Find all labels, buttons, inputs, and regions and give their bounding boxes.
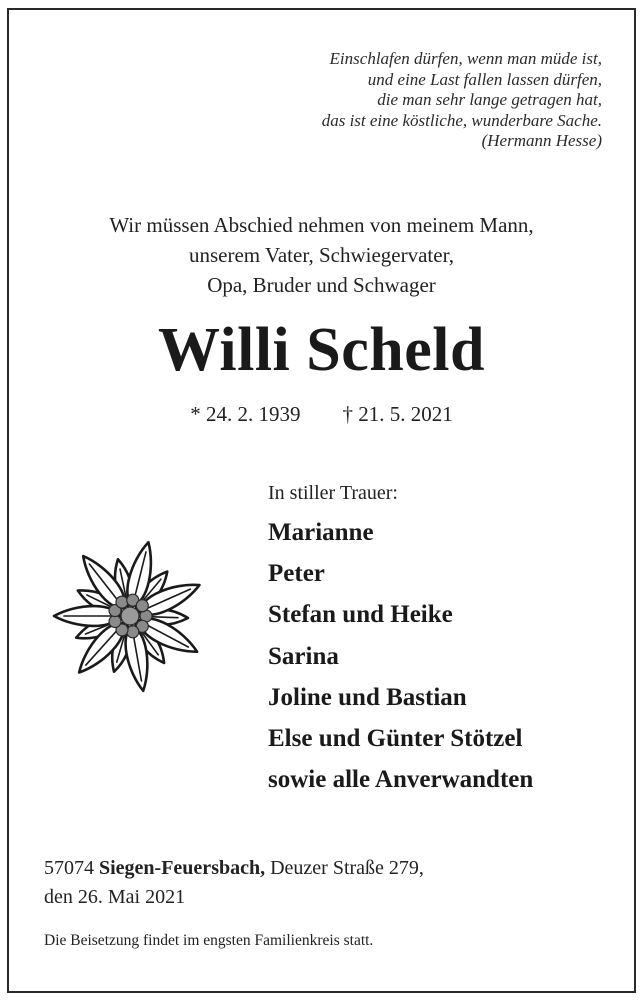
intro-line: unserem Vater, Schwiegervater,: [189, 243, 454, 267]
poem-line: und eine Last fallen lassen dürfen,: [367, 69, 602, 89]
street: Deuzer Straße 279,: [270, 857, 424, 879]
flower-bud: [109, 616, 121, 628]
mourner-name: Stefan und Heike: [268, 601, 453, 629]
funeral-note: Die Beisetzung findet im engsten Familienkreis statt.: [44, 932, 374, 949]
notice-date: den 26. Mai 2021: [44, 886, 186, 908]
intro-line: Opa, Bruder und Schwager: [207, 273, 436, 297]
poem-line: die man sehr lange getragen hat,: [377, 90, 602, 109]
death-date: † 21. 5. 2021: [342, 402, 453, 426]
poem-line: das ist eine köstliche, wunderbare Sache.: [321, 110, 602, 130]
mourner-name: Joline und Bastian: [268, 683, 467, 711]
poem-quote: [322, 49, 602, 152]
flower-bud: [136, 600, 148, 612]
poem-line: Einschlafen dürfen, wenn man müde ist,: [329, 49, 602, 68]
birth-date: * 24. 2. 1939: [190, 402, 301, 426]
address-block: [44, 854, 424, 912]
place-name: Siegen-Feuersbach,: [99, 857, 266, 879]
address-line: [44, 854, 424, 883]
deceased-name: Willi Scheld: [158, 316, 485, 384]
mourner-name: Sarina: [268, 642, 339, 670]
intro-line: Wir müssen Abschied nehmen von meinem Mann,: [109, 213, 534, 237]
mourner-name: Marianne: [268, 519, 374, 546]
flower-bud: [116, 596, 128, 608]
life-dates: [0, 400, 643, 428]
mourner-name: sowie alle Anverwandten: [268, 766, 534, 794]
intro-text: [0, 210, 643, 300]
mourner-name: Peter: [268, 560, 325, 588]
zip-code: 57074: [44, 857, 94, 879]
mourner-name: Else und Günter Stötzel: [268, 725, 523, 753]
poem-author: (Hermann Hesse): [481, 131, 602, 150]
edelweiss-flower-icon: [50, 536, 210, 696]
flower-bud: [127, 626, 139, 638]
mourners-block: [268, 480, 533, 800]
mourners-label: In stiller Trauer:: [268, 482, 398, 504]
